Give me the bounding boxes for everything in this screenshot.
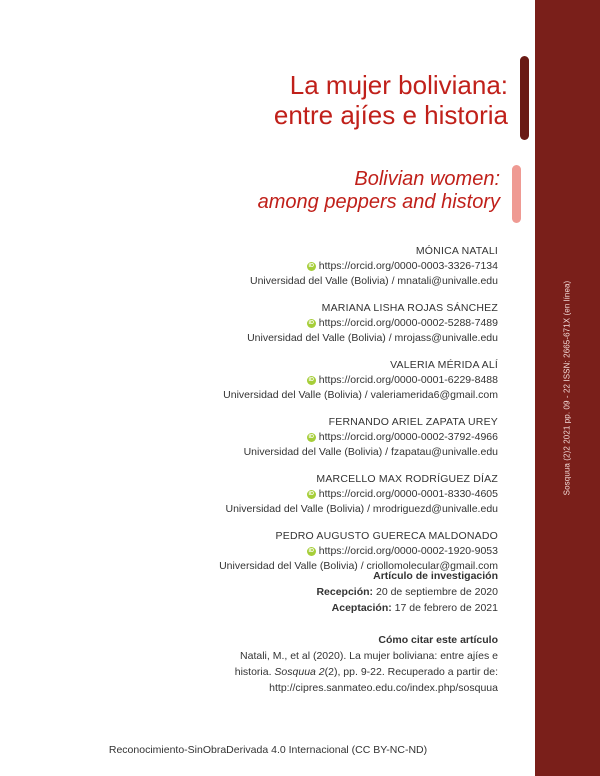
reception-date: 20 de septiembre de 2020 bbox=[375, 586, 498, 598]
author-affiliation: Universidad del Valle (Bolivia) / fzapatau@univalle.edu bbox=[243, 446, 498, 458]
subtitle-line-1: Bolivian women: bbox=[354, 168, 500, 190]
title-line-2: entre ajíes e historia bbox=[273, 100, 508, 130]
author-block bbox=[219, 472, 498, 517]
author-list bbox=[219, 244, 498, 586]
reception-line bbox=[316, 584, 498, 600]
citation-text: historia. bbox=[234, 666, 275, 678]
acceptance-line bbox=[316, 600, 498, 616]
journal-info-vertical: Sosquua (2)2 2021 pp. 09 - 22 ISSN: 2665-671X (en línea) bbox=[562, 280, 572, 496]
author-name: FERNANDO ARIEL ZAPATA UREY bbox=[328, 416, 498, 428]
orcid-line bbox=[219, 259, 498, 274]
author-block bbox=[219, 415, 498, 460]
article-meta bbox=[316, 568, 498, 616]
orcid-icon: iD bbox=[308, 320, 315, 326]
orcid-icon: iD bbox=[308, 377, 315, 383]
license-text: Reconocimiento-SinObraDerivada 4.0 Internacional (CC BY-NC-ND) bbox=[108, 744, 428, 756]
citation-heading: Cómo citar este artículo bbox=[378, 634, 498, 646]
article-subtitle bbox=[258, 168, 500, 214]
author-affiliation: Universidad del Valle (Bolivia) / criollomolecular@gmail.com bbox=[219, 560, 498, 572]
reception-label: Recepción: bbox=[316, 586, 374, 598]
orcid-icon: iD bbox=[308, 434, 315, 440]
orcid-line bbox=[219, 487, 498, 502]
orcid-line bbox=[219, 544, 498, 559]
orcid-line bbox=[219, 373, 498, 388]
subtitle-line-2: among peppers and history bbox=[257, 191, 500, 213]
article-type: Artículo de investigación bbox=[373, 570, 498, 582]
orcid-line bbox=[219, 430, 498, 445]
orcid-link[interactable]: https://orcid.org/0000-0001-6229-8488 bbox=[318, 374, 498, 386]
author-block bbox=[219, 301, 498, 346]
author-name: MARCELLO MAX RODRÍGUEZ DÍAZ bbox=[316, 473, 498, 485]
title-accent-bar bbox=[520, 56, 529, 140]
author-name: MÓNICA NATALI bbox=[415, 245, 498, 257]
license-footer bbox=[0, 744, 600, 756]
citation-url[interactable]: http://cipres.sanmateo.edu.co/index.php/sosquua bbox=[269, 682, 498, 694]
acceptance-date: 17 de febrero de 2021 bbox=[394, 602, 498, 614]
article-title bbox=[274, 70, 508, 130]
author-name: MARIANA LISHA ROJAS SÁNCHEZ bbox=[321, 302, 498, 314]
author-block bbox=[219, 244, 498, 289]
author-block bbox=[219, 358, 498, 403]
orcid-link[interactable]: https://orcid.org/0000-0001-8330-4605 bbox=[318, 488, 498, 500]
author-affiliation: Universidad del Valle (Bolivia) / mrojass@univalle.edu bbox=[247, 332, 498, 344]
orcid-link[interactable]: https://orcid.org/0000-0002-1920-9053 bbox=[318, 545, 498, 557]
author-name: PEDRO AUGUSTO GUERECA MALDONADO bbox=[275, 530, 498, 542]
orcid-icon: iD bbox=[308, 491, 315, 497]
citation-line-2 bbox=[198, 664, 498, 680]
author-affiliation: Universidad del Valle (Bolivia) / mnatali@univalle.edu bbox=[249, 275, 498, 287]
citation-text-rest: (2), pp. 9-22. Recuperado a partir de: bbox=[324, 666, 498, 678]
orcid-link[interactable]: https://orcid.org/0000-0002-3792-4966 bbox=[318, 431, 498, 443]
orcid-icon: iD bbox=[308, 548, 315, 554]
orcid-link[interactable]: https://orcid.org/0000-0002-5288-7489 bbox=[318, 317, 498, 329]
orcid-line bbox=[219, 316, 498, 331]
citation-block bbox=[198, 632, 498, 696]
author-affiliation: Universidad del Valle (Bolivia) / valeriamerida6@gmail.com bbox=[223, 389, 498, 401]
acceptance-label: Aceptación: bbox=[331, 602, 392, 614]
author-affiliation: Universidad del Valle (Bolivia) / mrodriguezd@univalle.edu bbox=[225, 503, 498, 515]
citation-line-1: Natali, M., et al (2020). La mujer boliviana: entre ajíes e bbox=[240, 650, 498, 662]
citation-journal: Sosquua 2 bbox=[274, 666, 325, 678]
title-line-1: La mujer boliviana: bbox=[289, 70, 508, 100]
subtitle-accent-bar bbox=[512, 165, 521, 223]
orcid-link[interactable]: https://orcid.org/0000-0003-3326-7134 bbox=[318, 260, 498, 272]
orcid-icon: iD bbox=[308, 263, 315, 269]
author-name: VALERIA MÉRIDA ALÍ bbox=[390, 359, 498, 371]
